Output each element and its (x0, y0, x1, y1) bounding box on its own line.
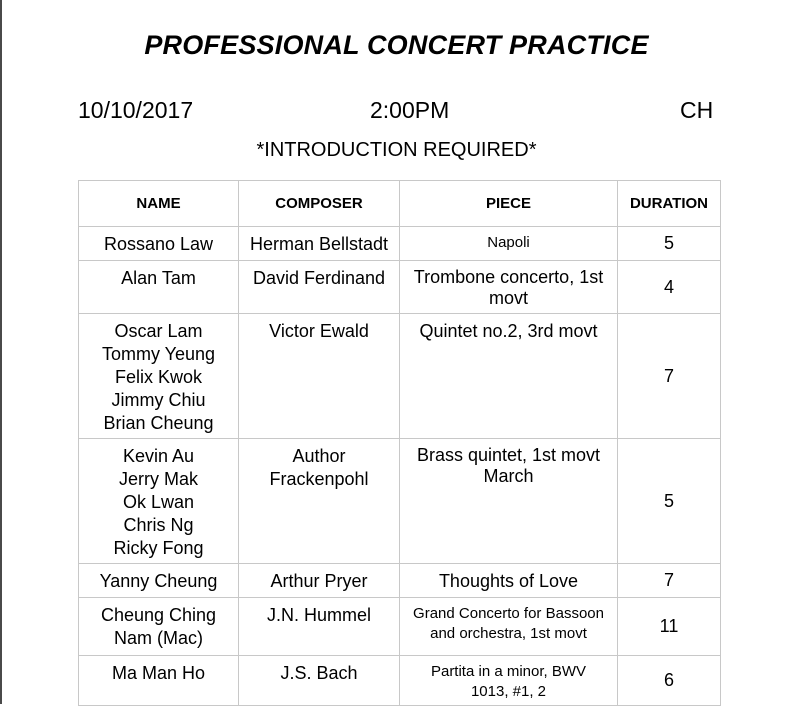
duration-cell: 5 (618, 439, 721, 564)
composer-name: Victor Ewald (269, 321, 369, 341)
piece-cell (400, 656, 618, 706)
document-title: PROFESSIONAL CONCERT PRACTICE (144, 30, 649, 60)
table-row (79, 439, 721, 564)
page-edge (0, 0, 2, 704)
performer-name: Chris Ng (123, 515, 194, 535)
composer-name: Frackenpohl (269, 469, 369, 489)
composer-name: Arthur Pryer (270, 571, 368, 591)
column-header-duration: DURATION (618, 181, 721, 227)
piece-cell (400, 261, 618, 314)
table-row (79, 598, 721, 656)
performer-name: Ma Man Ho (111, 663, 206, 683)
performer-name: Ricky Fong (113, 538, 204, 558)
duration-cell: 7 (618, 314, 721, 439)
performer-name: Jimmy Chiu (111, 390, 206, 410)
composer-cell (239, 314, 400, 439)
table-row (79, 564, 721, 598)
performer-name: Ok Lwan (122, 492, 195, 512)
performer-name: Alan Tam (121, 268, 196, 288)
table-header-row (79, 181, 721, 227)
piece-title: Napoli (487, 234, 530, 251)
piece-title: Thoughts of Love (438, 571, 579, 591)
composer-name: Herman Bellstadt (249, 234, 389, 254)
performer-cell (79, 261, 239, 314)
program-table (78, 180, 721, 706)
performer-name: Tommy Yeung (101, 344, 216, 364)
composer-name: Author (292, 446, 346, 466)
date-label: 10/10/2017 (78, 97, 194, 123)
piece-cell (400, 314, 618, 439)
performer-cell (79, 314, 239, 439)
piece-title: Grand Concerto for Bassoon (413, 605, 604, 622)
performer-name: Oscar Lam (114, 321, 203, 341)
composer-cell (239, 261, 400, 314)
composer-name: David Ferdinand (252, 268, 386, 288)
table-row (79, 261, 721, 314)
duration-cell: 6 (618, 656, 721, 706)
performer-name: Kevin Au (122, 446, 195, 466)
column-header-composer: COMPOSER (239, 181, 400, 227)
piece-title: March (483, 466, 534, 486)
composer-cell (239, 656, 400, 706)
performer-cell (79, 598, 239, 656)
performer-cell (79, 656, 239, 706)
piece-title: Brass quintet, 1st movt (416, 445, 601, 465)
duration-cell: 4 (618, 261, 721, 314)
performer-name: Brian Cheung (103, 413, 214, 433)
composer-cell (239, 439, 400, 564)
column-header-name: NAME (79, 181, 239, 227)
piece-title: 1013, #1, 2 (470, 683, 547, 700)
performer-cell (79, 227, 239, 261)
piece-cell (400, 227, 618, 261)
performer-name: Rossano Law (103, 234, 214, 254)
piece-cell (400, 598, 618, 656)
piece-title: Trombone concerto, 1st (413, 267, 604, 287)
duration-cell: 5 (618, 227, 721, 261)
piece-cell (400, 439, 618, 564)
performer-name: Nam (Mac) (114, 628, 203, 648)
performer-name: Jerry Mak (118, 469, 198, 489)
table-row (79, 656, 721, 706)
table-row (79, 314, 721, 439)
composer-name: J.N. Hummel (266, 605, 371, 625)
performer-cell (79, 439, 239, 564)
performer-cell (79, 564, 239, 598)
composer-cell (239, 598, 400, 656)
piece-title: movt (488, 288, 528, 308)
table-row (79, 227, 721, 261)
column-header-piece: PIECE (400, 181, 618, 227)
duration-cell: 7 (618, 564, 721, 598)
piece-cell (400, 564, 618, 598)
duration-cell: 11 (618, 598, 721, 656)
performer-name: Felix Kwok (114, 367, 203, 387)
piece-title: and orchestra, 1st movt (430, 625, 587, 642)
composer-name: J.S. Bach (280, 663, 358, 683)
piece-title: Partita in a minor, BWV (430, 663, 587, 680)
performer-name: Cheung Ching (100, 605, 217, 625)
composer-cell (239, 227, 400, 261)
venue-code-label: CH (680, 97, 714, 123)
composer-cell (239, 564, 400, 598)
time-label: 2:00PM (370, 97, 450, 123)
piece-title: Quintet no.2, 3rd movt (419, 321, 598, 341)
introduction-note: *INTRODUCTION REQUIRED* (256, 139, 537, 161)
performer-name: Yanny Cheung (99, 571, 218, 591)
